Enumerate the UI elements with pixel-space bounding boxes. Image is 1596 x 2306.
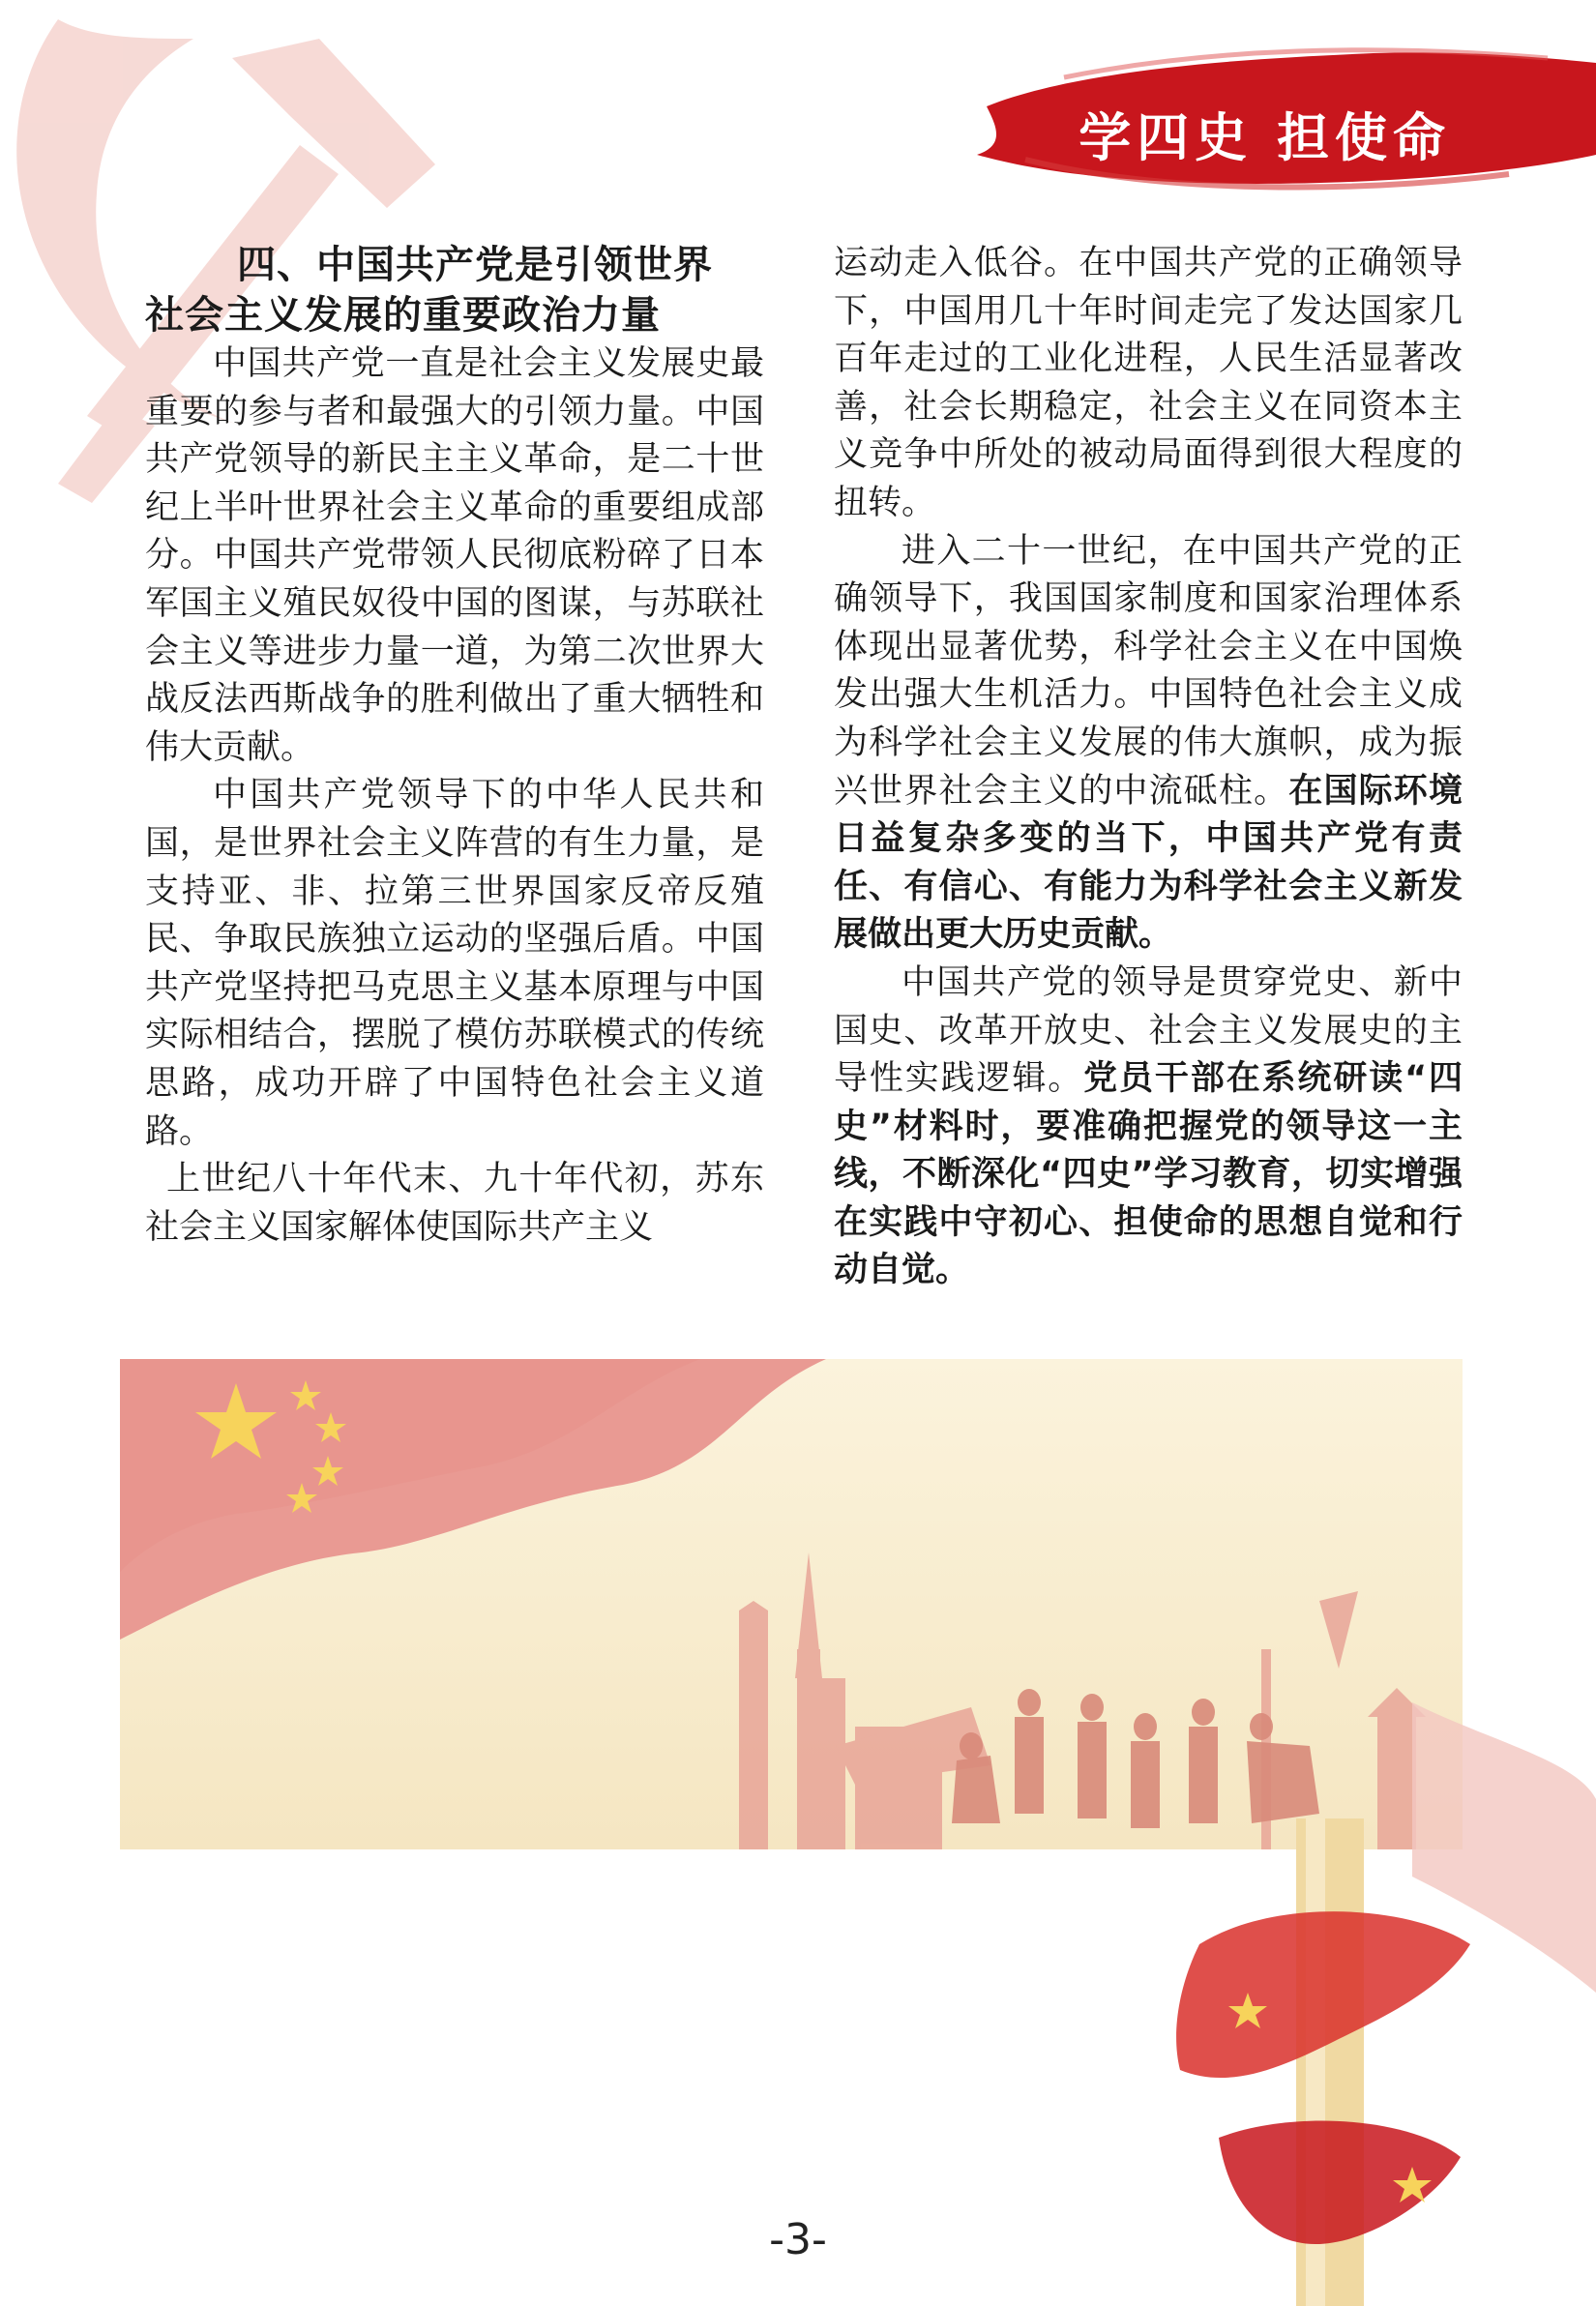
banner-title: 学四史 担使命 [1079, 107, 1451, 168]
heading-line-1: 四、中国共产党是引领世界 [237, 243, 713, 287]
page-number: -3- [769, 2215, 827, 2264]
heading-line-2: 社会主义发展的重要政治力量 [145, 293, 661, 338]
paragraph: 上世纪八十年代末、九十年代初，苏东社会主义国家解体使国际共产主义 [145, 1160, 764, 1247]
paragraph-text: 中国共产党的领导是贯穿党史、新中国史、改革开放史、社会主义发展史的主导性实践逻辑。 [834, 962, 1463, 1099]
paragraph: 中国共产党一直是社会主义发展史最重要的参与者和最强大的引领力量。中国共产党领导的新民主主义革命，是二十世纪上半叶世界社会主义革命的重要组成部分。中国共产党带领人民彻底粉碎了日本军国主义殖民奴役中国的图谋，与苏联社会主义等进步力量一道，为第二次世界大战反法西斯战争的胜利做出了重大牺牲和伟大贡献。 [145, 344, 764, 767]
header-banner [967, 39, 1596, 203]
section-heading [145, 240, 764, 340]
left-column [145, 240, 764, 1252]
paragraph-bold-text: 党员干部在系统研读“四史”材料时，要准确把握党的领导这一主线，不断深化“四史”学习教育，切实增强在实践中守初心、担使命的思想自觉和行动自觉。 [834, 1059, 1463, 1290]
paragraph-bold-text: 在国际环境日益复杂多变的当下，中国共产党有责任、有信心、有能力为科学社会主义新发展做出更大历史贡献。 [834, 771, 1463, 955]
paragraph [834, 528, 1463, 960]
paragraph-text: 进入二十一世纪，在中国共产党的正确领导下，我国国家制度和国家治理体系体现出显著优势，科学社会主义在中国焕发出强大生机活力。中国特色社会主义成为科学社会主义发展的伟大旗帜，成为振兴世界社会主义的中流砥柱。 [834, 531, 1463, 811]
right-column [834, 240, 1463, 1295]
paragraph [834, 960, 1463, 1295]
paragraph: 运动走入低谷。在中国共产党的正确领导下，中国用几十年时间走完了发达国家几百年走过的工业化进程，人民生活显著改善，社会长期稳定，社会主义在同资本主义竞争中所处的被动局面得到很大程度的扭转。 [834, 244, 1463, 522]
paragraph: 中国共产党领导下的中华人民共和国，是世界社会主义阵营的有生力量，是支持亚、非、拉第三世界国家反帝反殖民、争取民族独立运动的坚强后盾。中国共产党坚持把马克思主义基本原理与中国实际相结合，摆脱了模仿苏联模式的传统思路，成功开辟了中国特色社会主义道路。 [145, 776, 764, 1151]
